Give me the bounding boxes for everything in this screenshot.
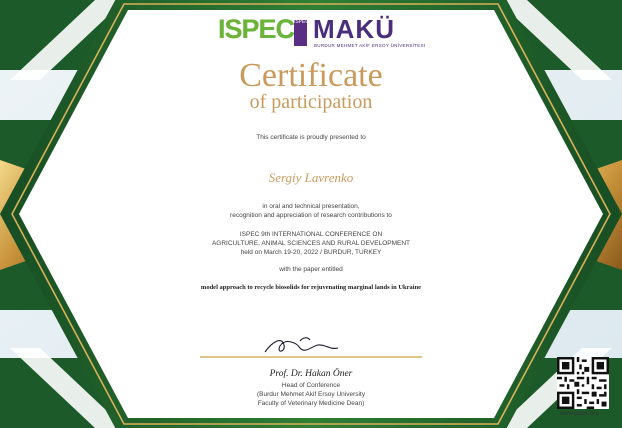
logo-separator	[294, 19, 310, 46]
recipient-name: Sergiy Lavrenko	[268, 170, 354, 185]
paper-intro: with the paper entitled	[279, 266, 343, 273]
signatory-affiliation-2: Faculty of Veterinary Medicine Dean)	[257, 400, 365, 407]
logo-header	[0, 12, 622, 52]
conference-line-3: held on March 19-20, 2022 / BURDUR, TURKEY	[240, 249, 382, 256]
signatory-name: Prof. Dr. Hakan Öner	[269, 369, 353, 379]
maku-subtitle: BURDUR MEHMET AKİF ERSOY ÜNİVERSİTESİ	[314, 43, 426, 48]
body-line-2: recognition and appreciation of research contributions to	[230, 212, 392, 219]
logo-separator-text: ISPEC	[294, 19, 310, 25]
ispec-logo-text: ISPEC	[218, 14, 295, 44]
qr-code-icon[interactable]	[557, 357, 609, 409]
body-line-1: in oral and technical presentation,	[262, 203, 360, 210]
paper-title: model approach to recycle biosolids for rejuvenating marginal lands in Ukraine	[200, 284, 422, 291]
ispec-logo	[218, 14, 294, 45]
presented-line: This certificate is proudly presented to	[256, 134, 366, 141]
signatory-affiliation-1: (Burdur Mehmet Akif Ersoy University	[256, 391, 365, 398]
certificate-subtitle: of participation	[249, 91, 373, 113]
certificate-title: Certificate	[239, 57, 383, 94]
conference-line-1: ISPEC 9th INTERNATIONAL CONFERENCE ON	[239, 231, 383, 238]
signatory-role: Head of Conference	[281, 382, 341, 389]
website-link[interactable]: www.ispec.org	[560, 411, 599, 417]
maku-logo: MAKÜ	[313, 14, 395, 44]
conference-line-2: AGRICULTURE, ANIMAL SCIENCES AND RURAL DEVELOPMENT	[211, 240, 411, 247]
